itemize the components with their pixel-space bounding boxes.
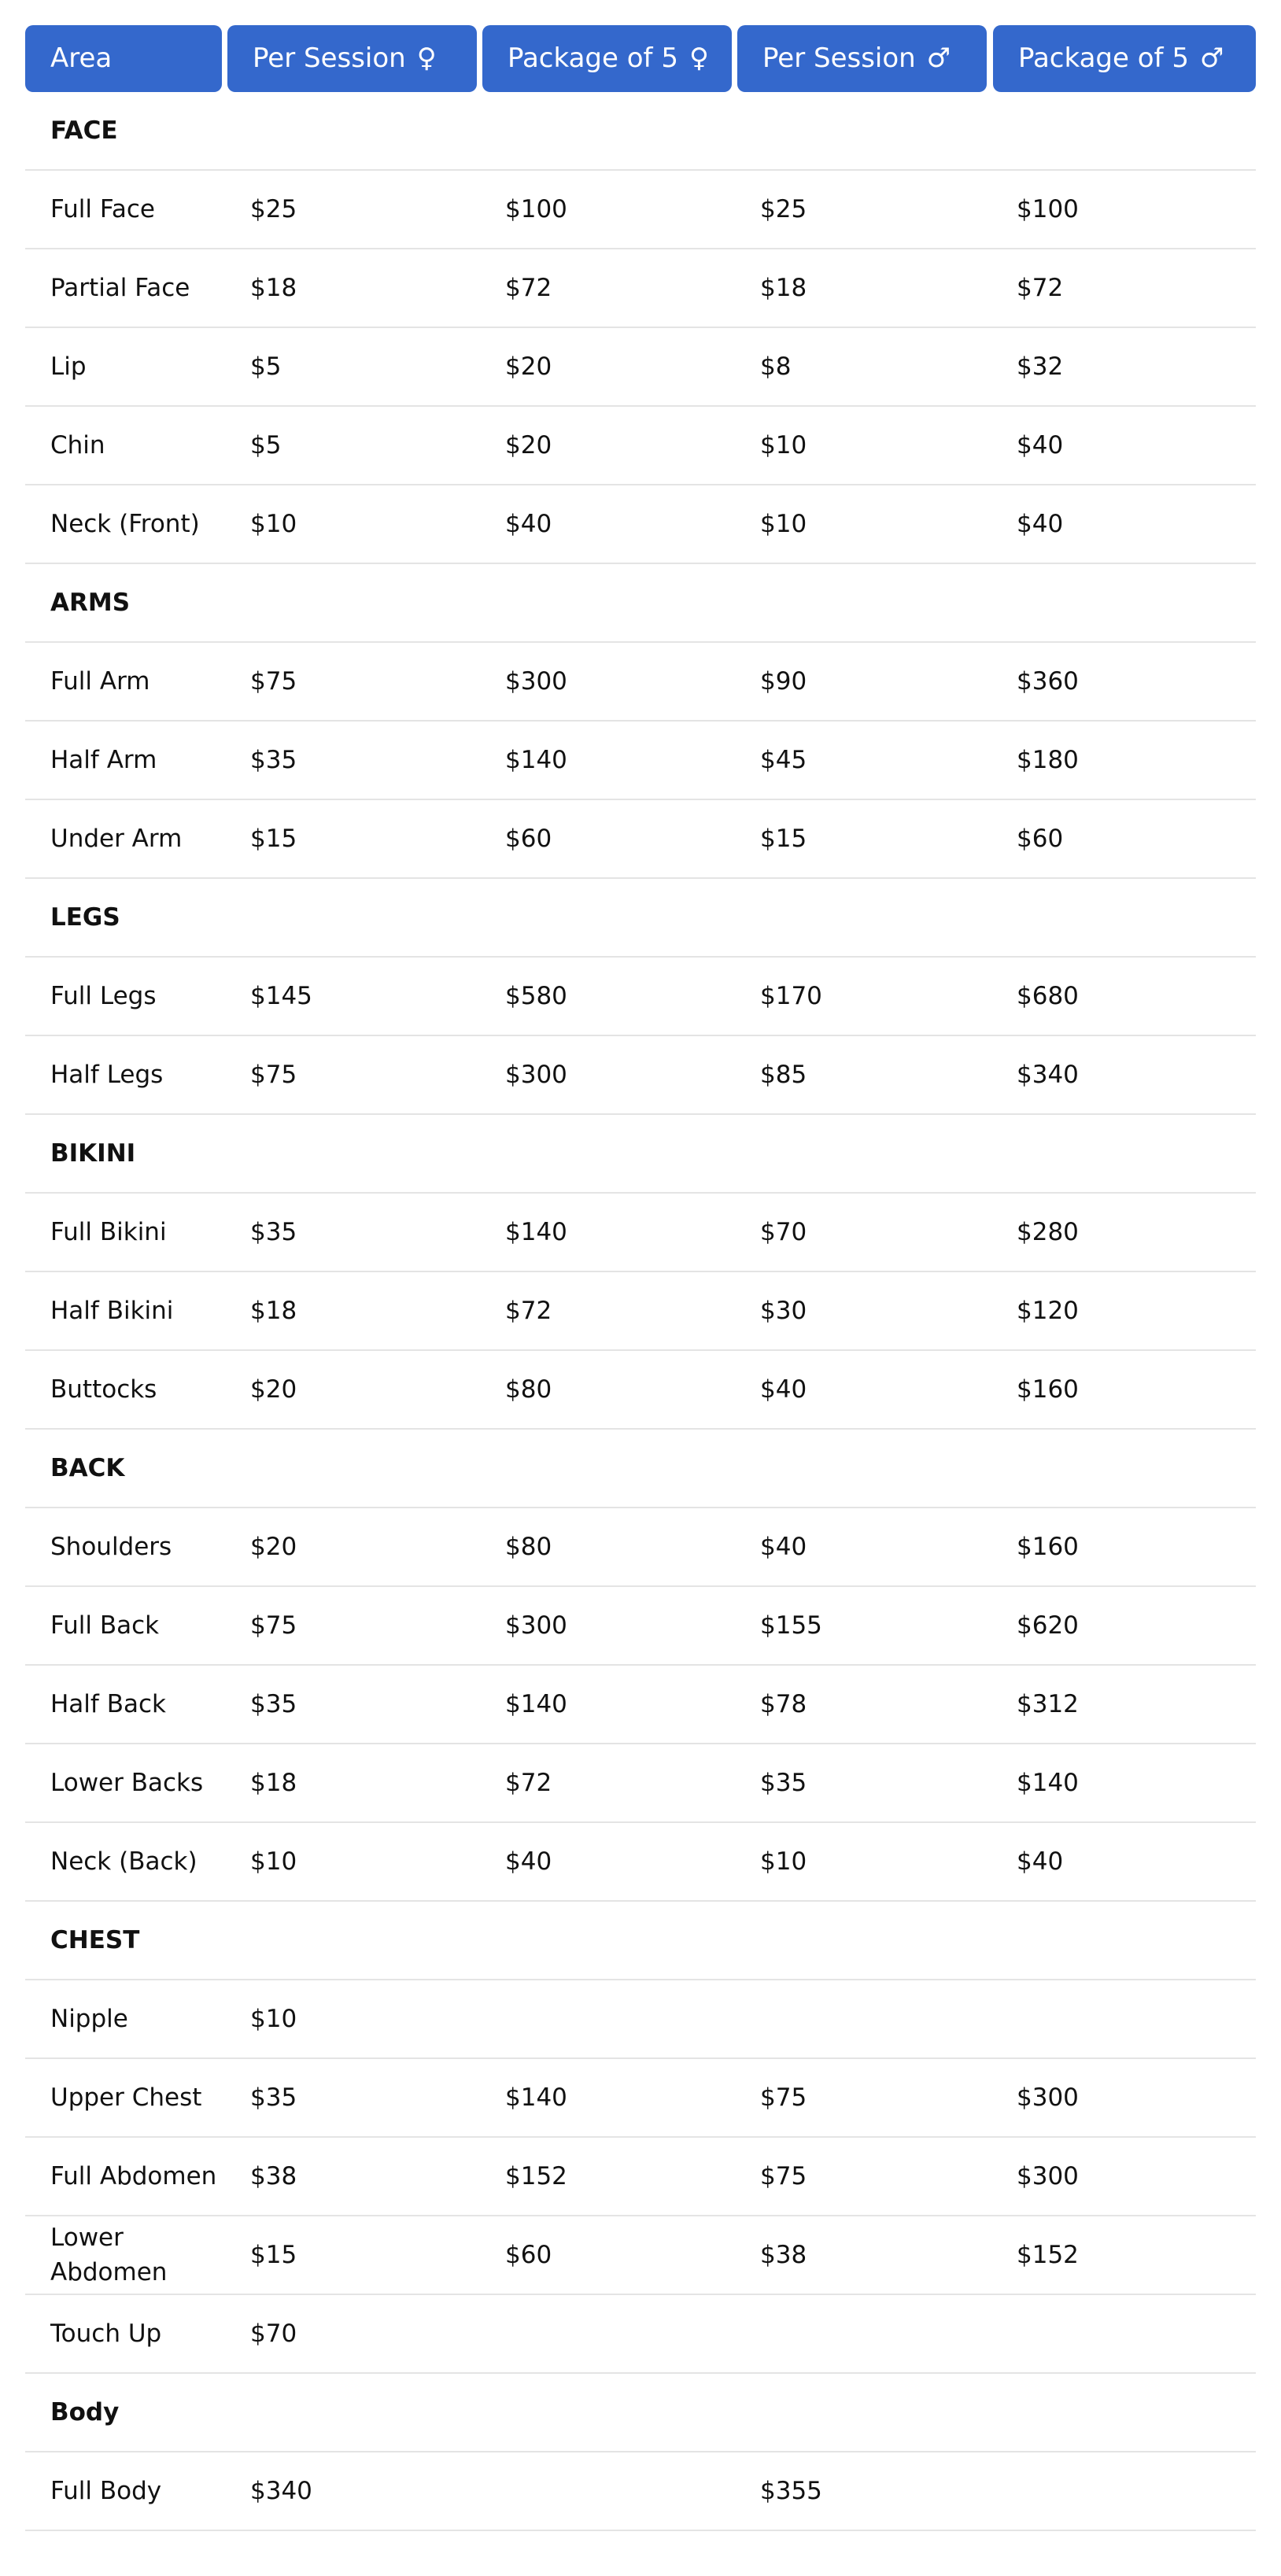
price-cell bbox=[760, 1115, 988, 1192]
area-cell: Full Back bbox=[50, 1611, 160, 1640]
price-cell: $10 bbox=[250, 1847, 297, 1876]
table-row bbox=[25, 2452, 1256, 2531]
header-label: Per Session bbox=[762, 42, 916, 74]
price-cell: $38 bbox=[760, 2241, 807, 2269]
area-cell: Full Body bbox=[50, 2477, 162, 2505]
price-cell: $10 bbox=[760, 1847, 807, 1876]
area-cell: Chin bbox=[50, 431, 105, 459]
table-row bbox=[25, 249, 1256, 328]
price-cell: $5 bbox=[250, 431, 282, 459]
price-cell bbox=[760, 2295, 988, 2372]
price-cell: $300 bbox=[1017, 2162, 1079, 2190]
area-cell: Lip bbox=[50, 352, 87, 381]
section-row bbox=[25, 1902, 1256, 1980]
price-cell: $75 bbox=[250, 667, 297, 696]
price-cell bbox=[505, 1115, 733, 1192]
price-cell: $15 bbox=[250, 825, 297, 853]
price-cell: $75 bbox=[250, 1061, 297, 1089]
section-title: BIKINI bbox=[50, 1139, 136, 1168]
price-cell: $35 bbox=[250, 746, 297, 774]
price-cell: $160 bbox=[1017, 1533, 1079, 1561]
price-cell bbox=[250, 2374, 478, 2451]
price-cell: $120 bbox=[1017, 1297, 1079, 1325]
price-cell: $30 bbox=[760, 1297, 807, 1325]
price-cell: $40 bbox=[760, 1375, 807, 1404]
table-body bbox=[25, 92, 1256, 2531]
price-cell bbox=[505, 1430, 733, 1507]
table-row bbox=[25, 328, 1256, 407]
price-cell: $40 bbox=[1017, 431, 1064, 459]
price-cell bbox=[760, 1980, 988, 2057]
price-cell: $152 bbox=[505, 2162, 567, 2190]
price-cell bbox=[760, 564, 988, 641]
header-label: Area bbox=[50, 42, 113, 74]
price-cell bbox=[505, 2295, 733, 2372]
table-row bbox=[25, 643, 1256, 722]
area-cell: Half Bikini bbox=[50, 1297, 174, 1325]
price-cell bbox=[250, 1902, 478, 1979]
price-cell: $60 bbox=[505, 2241, 552, 2269]
price-cell bbox=[1017, 1902, 1245, 1979]
section-title: Body bbox=[50, 2398, 120, 2427]
price-cell: $20 bbox=[250, 1533, 297, 1561]
price-cell: $20 bbox=[505, 431, 552, 459]
price-cell: $60 bbox=[1017, 825, 1064, 853]
price-cell: $300 bbox=[505, 1061, 567, 1089]
table-row bbox=[25, 722, 1256, 800]
table-row bbox=[25, 407, 1256, 485]
price-cell bbox=[760, 1430, 988, 1507]
price-cell bbox=[505, 92, 733, 169]
price-cell bbox=[1017, 1430, 1245, 1507]
price-cell: $80 bbox=[505, 1375, 552, 1404]
price-cell: $40 bbox=[1017, 1847, 1064, 1876]
area-cell: Buttocks bbox=[50, 1375, 157, 1404]
price-cell bbox=[760, 879, 988, 956]
price-cell: $280 bbox=[1017, 1218, 1079, 1246]
price-cell bbox=[250, 1115, 478, 1192]
price-cell: $140 bbox=[505, 1690, 567, 1718]
price-cell: $72 bbox=[505, 1297, 552, 1325]
table-row bbox=[25, 1508, 1256, 1587]
area-cell: Neck (Back) bbox=[50, 1847, 198, 1876]
area-cell: Full Arm bbox=[50, 667, 150, 696]
area-cell: Half Arm bbox=[50, 746, 157, 774]
price-cell: $100 bbox=[505, 195, 567, 223]
price-cell: $300 bbox=[1017, 2083, 1079, 2112]
area-cell: Full Abdomen bbox=[50, 2162, 217, 2190]
price-cell: $100 bbox=[1017, 195, 1079, 223]
area-cell: Half Back bbox=[50, 1690, 166, 1718]
price-cell: $72 bbox=[505, 274, 552, 302]
section-row bbox=[25, 1115, 1256, 1194]
price-cell: $75 bbox=[760, 2083, 807, 2112]
price-cell: $355 bbox=[760, 2477, 822, 2505]
price-cell: $20 bbox=[505, 352, 552, 381]
price-cell: $10 bbox=[250, 2005, 297, 2033]
area-cell: Full Face bbox=[50, 195, 155, 223]
header-area bbox=[25, 25, 222, 92]
price-cell: $90 bbox=[760, 667, 807, 696]
section-title: LEGS bbox=[50, 903, 120, 932]
table-row bbox=[25, 2295, 1256, 2374]
price-cell bbox=[760, 1902, 988, 1979]
area-cell: Upper Chest bbox=[50, 2083, 202, 2112]
header-package-female bbox=[482, 25, 732, 92]
price-cell: $35 bbox=[760, 1769, 807, 1797]
price-cell: $35 bbox=[250, 2083, 297, 2112]
area-cell: Partial Face bbox=[50, 274, 190, 302]
price-cell: $72 bbox=[1017, 274, 1064, 302]
price-cell: $70 bbox=[250, 2320, 297, 2348]
area-cell: Lower Abdomen bbox=[50, 2224, 168, 2286]
area-cell: Touch Up bbox=[50, 2320, 162, 2348]
section-title: FACE bbox=[50, 116, 118, 145]
price-cell: $180 bbox=[1017, 746, 1079, 774]
price-cell: $152 bbox=[1017, 2241, 1079, 2269]
table-row bbox=[25, 2059, 1256, 2138]
price-cell bbox=[505, 879, 733, 956]
section-title: CHEST bbox=[50, 1926, 140, 1954]
table-row bbox=[25, 1272, 1256, 1351]
price-cell: $75 bbox=[760, 2162, 807, 2190]
section-row bbox=[25, 92, 1256, 171]
price-cell: $8 bbox=[760, 352, 792, 381]
price-cell: $5 bbox=[250, 352, 282, 381]
area-cell: Nipple bbox=[50, 2005, 128, 2033]
price-cell: $60 bbox=[505, 825, 552, 853]
table-row bbox=[25, 800, 1256, 879]
price-cell: $15 bbox=[760, 825, 807, 853]
price-cell bbox=[1017, 2452, 1245, 2530]
table-row bbox=[25, 2138, 1256, 2216]
price-cell: $20 bbox=[250, 1375, 297, 1404]
table-row bbox=[25, 1587, 1256, 1666]
table-header bbox=[25, 25, 1256, 92]
section-title: ARMS bbox=[50, 589, 131, 617]
area-cell: Half Legs bbox=[50, 1061, 164, 1089]
area-cell: Shoulders bbox=[50, 1533, 172, 1561]
header-per-session-male bbox=[737, 25, 987, 92]
price-cell: $40 bbox=[505, 510, 552, 538]
price-cell: $18 bbox=[760, 274, 807, 302]
price-cell: $40 bbox=[505, 1847, 552, 1876]
price-cell: $340 bbox=[1017, 1061, 1079, 1089]
price-cell: $140 bbox=[505, 746, 567, 774]
price-cell bbox=[505, 2452, 733, 2530]
price-cell bbox=[250, 92, 478, 169]
price-cell: $140 bbox=[1017, 1769, 1079, 1797]
price-cell bbox=[505, 2374, 733, 2451]
price-cell: $45 bbox=[760, 746, 807, 774]
table-row bbox=[25, 171, 1256, 249]
price-cell: $360 bbox=[1017, 667, 1079, 696]
header-label: Package of 5 bbox=[508, 42, 678, 74]
price-cell: $580 bbox=[505, 982, 567, 1010]
price-table bbox=[25, 25, 1256, 2505]
price-cell bbox=[250, 1430, 478, 1507]
area-cell: Full Legs bbox=[50, 982, 157, 1010]
price-cell: $72 bbox=[505, 1769, 552, 1797]
price-cell: $140 bbox=[505, 2083, 567, 2112]
table-row bbox=[25, 1823, 1256, 1902]
price-cell: $10 bbox=[760, 431, 807, 459]
price-cell: $38 bbox=[250, 2162, 297, 2190]
price-cell bbox=[1017, 879, 1245, 956]
price-cell: $300 bbox=[505, 1611, 567, 1640]
price-cell: $25 bbox=[250, 195, 297, 223]
price-cell: $35 bbox=[250, 1218, 297, 1246]
area-cell: Full Bikini bbox=[50, 1218, 167, 1246]
female-symbol-icon: ♀ bbox=[688, 42, 709, 74]
table-row bbox=[25, 1980, 1256, 2059]
price-cell: $10 bbox=[250, 510, 297, 538]
price-cell: $312 bbox=[1017, 1690, 1079, 1718]
price-cell: $10 bbox=[760, 510, 807, 538]
price-cell: $18 bbox=[250, 274, 297, 302]
price-cell bbox=[760, 92, 988, 169]
price-cell bbox=[1017, 1980, 1245, 2057]
section-row bbox=[25, 879, 1256, 958]
price-cell: $170 bbox=[760, 982, 822, 1010]
area-cell: Under Arm bbox=[50, 825, 183, 853]
price-cell: $32 bbox=[1017, 352, 1064, 381]
price-cell bbox=[250, 564, 478, 641]
price-cell: $40 bbox=[1017, 510, 1064, 538]
price-cell: $140 bbox=[505, 1218, 567, 1246]
table-row bbox=[25, 1744, 1256, 1823]
header-label: Package of 5 bbox=[1018, 42, 1189, 74]
section-row bbox=[25, 2374, 1256, 2452]
price-cell bbox=[760, 2374, 988, 2451]
price-cell: $40 bbox=[760, 1533, 807, 1561]
table-row bbox=[25, 1036, 1256, 1115]
price-cell bbox=[1017, 564, 1245, 641]
price-cell: $85 bbox=[760, 1061, 807, 1089]
section-row bbox=[25, 1430, 1256, 1508]
table-row bbox=[25, 485, 1256, 564]
price-cell bbox=[505, 1902, 733, 1979]
price-cell: $78 bbox=[760, 1690, 807, 1718]
price-cell bbox=[1017, 1115, 1245, 1192]
table-row bbox=[25, 1351, 1256, 1430]
price-cell: $75 bbox=[250, 1611, 297, 1640]
price-cell: $145 bbox=[250, 982, 312, 1010]
price-cell: $300 bbox=[505, 667, 567, 696]
section-title: BACK bbox=[50, 1454, 125, 1482]
price-cell: $680 bbox=[1017, 982, 1079, 1010]
price-cell: $18 bbox=[250, 1769, 297, 1797]
price-cell: $15 bbox=[250, 2241, 297, 2269]
price-cell bbox=[1017, 2295, 1245, 2372]
table-row bbox=[25, 958, 1256, 1036]
table-row bbox=[25, 1666, 1256, 1744]
price-cell bbox=[505, 1980, 733, 2057]
price-cell: $155 bbox=[760, 1611, 822, 1640]
price-cell bbox=[1017, 92, 1245, 169]
area-cell: Neck (Front) bbox=[50, 510, 200, 538]
price-cell: $70 bbox=[760, 1218, 807, 1246]
price-cell bbox=[1017, 2374, 1245, 2451]
price-cell: $340 bbox=[250, 2477, 312, 2505]
price-cell: $18 bbox=[250, 1297, 297, 1325]
table-row bbox=[25, 2216, 1256, 2295]
section-row bbox=[25, 564, 1256, 643]
area-cell: Lower Backs bbox=[50, 1769, 204, 1797]
price-cell: $35 bbox=[250, 1690, 297, 1718]
male-symbol-icon: ♂ bbox=[926, 42, 951, 74]
header-per-session-female bbox=[227, 25, 477, 92]
price-cell bbox=[250, 879, 478, 956]
price-cell: $25 bbox=[760, 195, 807, 223]
table-row bbox=[25, 1194, 1256, 1272]
price-cell: $160 bbox=[1017, 1375, 1079, 1404]
male-symbol-icon: ♂ bbox=[1199, 42, 1224, 74]
price-cell bbox=[505, 564, 733, 641]
header-label: Per Session bbox=[253, 42, 406, 74]
header-package-male bbox=[993, 25, 1256, 92]
price-cell: $80 bbox=[505, 1533, 552, 1561]
price-cell: $620 bbox=[1017, 1611, 1079, 1640]
female-symbol-icon: ♀ bbox=[416, 42, 437, 74]
